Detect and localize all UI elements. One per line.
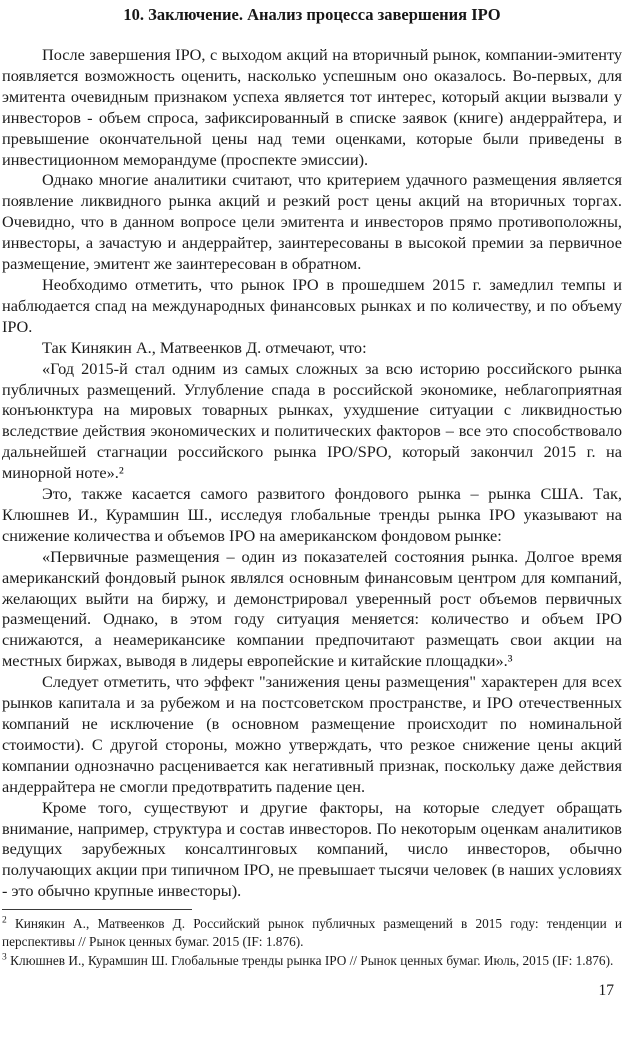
paragraph-us-market-lead: Это, также касается самого развитого фондового рынка – рынка США. Так, Клюшнев И., Курамшин Ш., исследуя глобальные тренды рынка IPO указывают на снижение количества и объемов IPO на американском фондовом рынке:: [2, 484, 622, 545]
paragraph-market-2015: Необходимо отметить, что рынок IPO в прошедшем 2015 г. замедлил темпы и наблюдается спад на международных финансовых рынках и по количеству, и по объему IPO.: [2, 274, 622, 336]
paragraph-underpricing-effect: Следует отметить, что эффект "занижения цены размещения" характерен для всех рынков капитала и за рубежом и на постсоветском пространстве, и IPO отечественных компаний не исключение (в основном размещение происходит по номинальной стоимости). С другой стороны, можно утверждать, что резкое снижение цены акций компании однозначно расценивается как негативный признак, поскольку даже действия андеррайтера не смогли предотвратить падение цен.: [2, 672, 622, 796]
footnote-2: [2, 915, 622, 952]
page-number: 17: [598, 982, 614, 999]
footnote-2-marker: 2: [2, 915, 7, 926]
paragraph-quote-us-market: «Первичные размещения – один из показателей состояния рынка. Долгое время американский фондовый рынок являлся основным финансовым центром для компаний, желающих выйти на биржу, и демонстрировал уверенный рост объемов первичных размещений. Однако, в этом году ситуация меняется: количество и объем IPO снижаются, а неамерикансике компании предпочитают размещать свои акции на местных биржах, выводя в лидеры европейские и китайские площадки».³: [2, 546, 622, 671]
paragraph-quote-russian-market: «Год 2015-й стал одним из самых сложных за всю историю российского рынка публичных размещений. Углубление спада в российской экономике, неблагоприятная конъюнктура на мировых товарных рынках, ухудшение ситуации с ликвидностью вследствие действия экономических и политических факторов – все это способствовало дальнейшей стагнации российского рынка IPO/SPO, который закончил 2015 г. на минорной ноте».²: [2, 358, 622, 483]
page-title: 10. Заключение. Анализ процесса завершения IPO: [123, 5, 501, 24]
paragraph-kinyakin-lead: Так Кинякин А., Матвеенков Д. отмечают, что:: [42, 337, 367, 357]
footnote-2-text: Кинякин А., Матвеенков Д. Российский рынок публичных размещений в 2015 году: тенденции и перспективы // Рынок ценных бумаг. 2015 (IF: 1.876).: [2, 916, 623, 950]
footnote-3: [2, 952, 622, 970]
paragraph-intro: После завершения IPO, с выходом акций на вторичный рынок, компании-эмитенту появляется возможность оценить, насколько успешным оно оказалось. Во-первых, для эмитента очевидным признаком успеха является тот интерес, который акции вызвали у инвесторов - объем спроса, зафиксированный в списке заявок (книге) андеррайтера, и превышение окончательной цены над теми оценками, которые были приведены в инвестиционном меморандуме (проспекте эмиссии).: [2, 45, 622, 169]
footnote-area: [2, 909, 622, 970]
footnote-separator: [2, 909, 192, 910]
footnote-3-text: Клюшнев И., Курамшин Ш. Глобальные тренды рынка IPO // Рынок ценных бумаг. Июль, 2015 (IF: 1.876).: [10, 952, 614, 968]
footnote-3-marker: 3: [2, 952, 7, 963]
paragraph-other-factors: Кроме того, существуют и другие факторы, на которые следует обращать внимание, например, структура и состав инвесторов. По некоторым оценкам аналитиков ведущих зарубежных консалтинговых компаний, число инвесторов, обычно получающих акции при типичном IPO, не превышает тысячи человек (в наших условиях - это обычно крупные инвесторы).: [2, 797, 622, 901]
paragraph-analysts-criteria: Однако многие аналитики считают, что критерием удачного размещения является появление ликвидного рынка акций и резкий рост цены акций на вторичных торгах. Очевидно, что в данном вопросе цели эмитента и инвесторов прямо противоположны, инвесторы, а зачастую и андеррайтер, заинтересованы в высокой премии за первичное размещение, эмитент же заинтересован в обратном.: [2, 170, 622, 274]
